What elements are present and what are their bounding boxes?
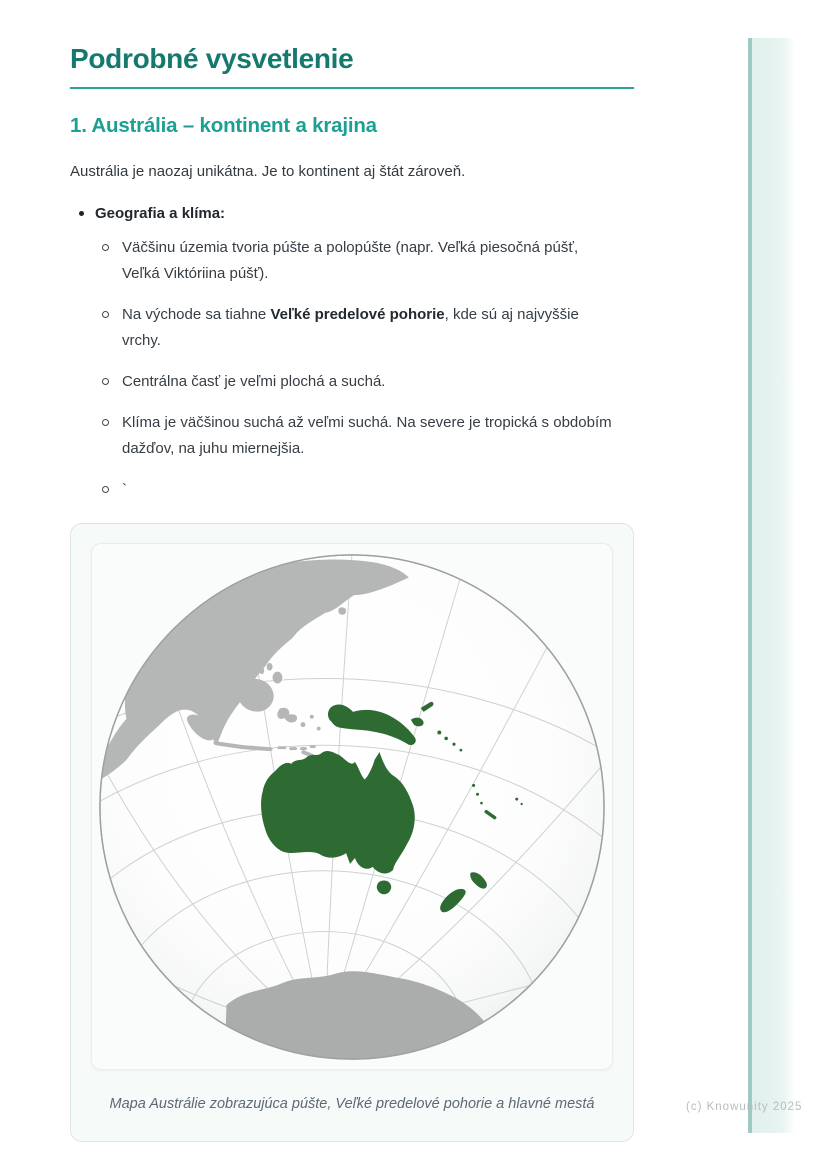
sub-list-item: Väčšinu územia tvoria púšte a polopúšte (napr. Veľká piesočná púšť, Veľká Viktóriina púšť).	[95, 235, 612, 287]
topic-list-item	[70, 204, 634, 503]
intro-paragraph: Austrália je naozaj unikátna. Je to kontinent aj štát zároveň.	[70, 163, 466, 180]
map-card	[70, 523, 634, 1142]
topic-list-label: Geografia a klíma:	[95, 205, 226, 222]
page-title: Podrobné vysvetlenie	[70, 43, 354, 74]
sub-list-item: `	[95, 477, 612, 503]
side-bar-panel	[752, 38, 795, 1133]
content-column	[70, 0, 634, 1142]
copyright-footer: (c) Knowunity 2025	[686, 1101, 803, 1113]
map-image-frame	[91, 543, 613, 1070]
sub-list-item: Centrálna časť je veľmi plochá a suchá.	[95, 369, 612, 395]
australia-globe-map	[97, 552, 607, 1062]
sub-list	[95, 235, 634, 503]
sub-list-item: Klíma je väčšinou suchá až veľmi suchá. Na severe je tropická s obdobím dažďov, na juhu miernejšia.	[95, 410, 612, 462]
section-heading: 1. Austrália – kontinent a krajina	[70, 114, 377, 137]
sub-list-item: Na východe sa tiahne Veľké predelové pohorie, kde sú aj najvyššie vrchy.	[95, 302, 612, 354]
map-caption: Mapa Austrálie zobrazujúca púšte, Veľké predelové pohorie a hlavné mestá	[109, 1096, 595, 1112]
topic-list	[70, 204, 634, 503]
title-divider	[70, 87, 634, 89]
